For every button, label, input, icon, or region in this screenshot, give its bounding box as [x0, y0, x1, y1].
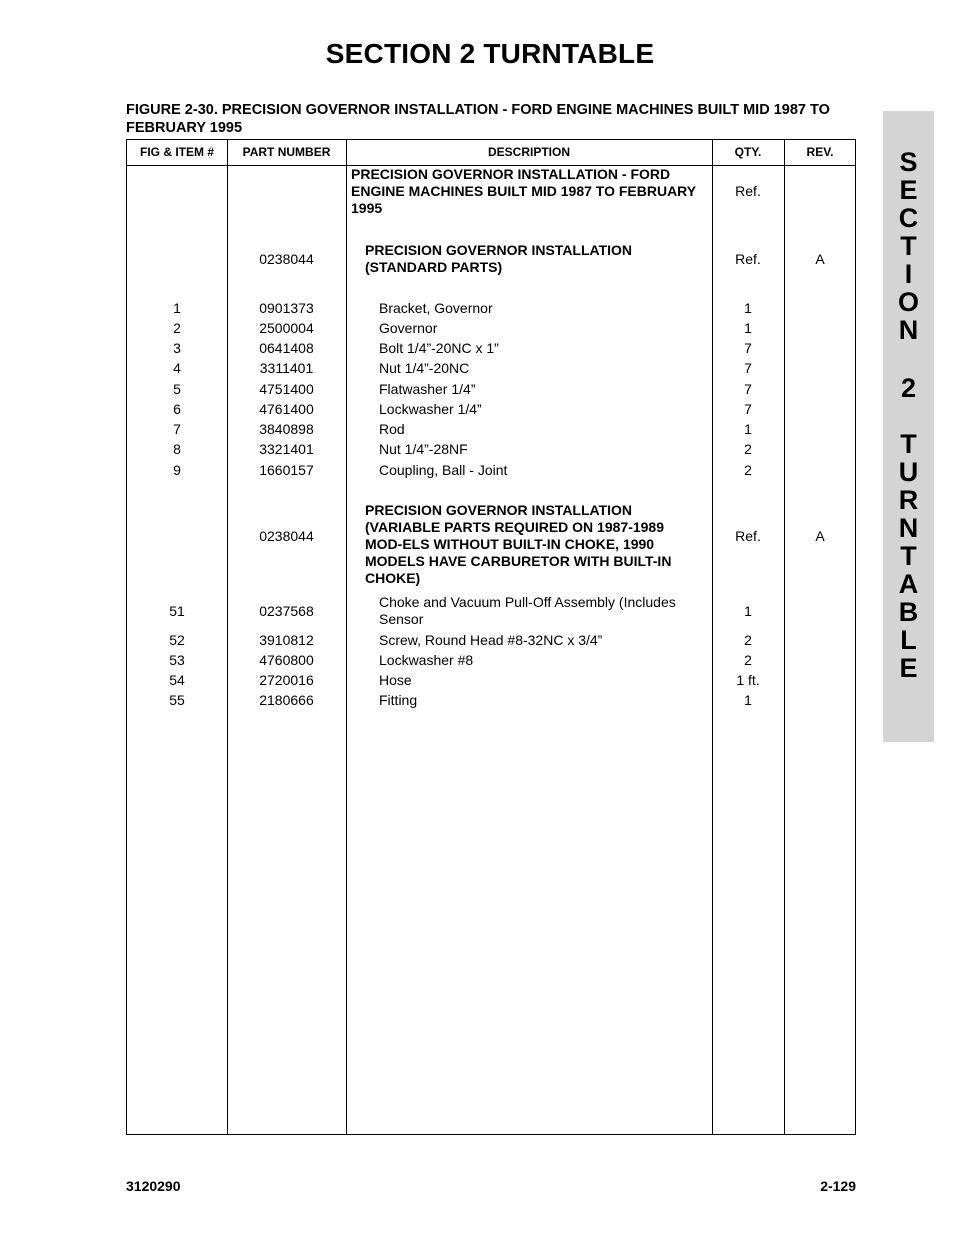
row-quantity: 7 — [744, 340, 752, 356]
row-part-number: 3311401 — [259, 360, 314, 376]
row-description: PRECISION GOVERNOR INSTALLATION - FORD ENGINE MACHINES BUILT MID 1987 TO FEBRUARY 1995 — [351, 166, 696, 216]
row-description: Lockwasher 1/4” — [379, 401, 482, 417]
side-tab-letter: T — [900, 541, 917, 571]
row-quantity: 1 — [744, 602, 752, 619]
header-description: DESCRIPTION — [487, 145, 570, 159]
row-description: Choke and Vacuum Pull-Off Assembly (Includes Sensor — [379, 594, 676, 627]
row-revision — [784, 672, 856, 689]
row-description: Nut 1/4”-20NC — [379, 360, 470, 376]
row-quantity: 2 — [744, 441, 752, 457]
footer-page-number: 2-129 — [820, 1178, 856, 1194]
side-tab-letter: T — [900, 429, 917, 459]
row-part-number: 2720016 — [259, 672, 314, 688]
row-item-number: 55 — [169, 692, 185, 708]
row-revision — [784, 300, 856, 317]
row-part-number: 1660157 — [259, 462, 314, 478]
side-tab-letter: I — [904, 259, 913, 289]
row-item-number: 9 — [173, 462, 181, 478]
row-item-number: 6 — [173, 401, 181, 417]
row-revision — [784, 632, 856, 649]
row-quantity: 1 ft. — [736, 672, 760, 688]
row-description: Fitting — [379, 692, 418, 708]
row-part-number: 3840898 — [259, 421, 314, 437]
row-part-number: 4751400 — [259, 381, 314, 397]
row-item-number — [127, 251, 227, 268]
row-quantity: 7 — [744, 401, 752, 417]
row-revision — [784, 401, 856, 418]
row-quantity: Ref. — [735, 527, 761, 544]
row-item-number: 2 — [173, 320, 181, 336]
row-item-number: 5 — [173, 381, 181, 397]
row-revision — [784, 381, 856, 398]
row-description: Rod — [379, 421, 405, 437]
row-description: Lockwasher #8 — [379, 652, 474, 668]
row-item-number: 53 — [169, 652, 185, 668]
side-tab-letter: T — [900, 231, 917, 261]
side-tab-letter: U — [898, 457, 919, 487]
row-item-number: 4 — [173, 360, 181, 376]
row-revision — [784, 652, 856, 669]
row-part-number: 0641408 — [259, 340, 314, 356]
row-quantity: 2 — [744, 462, 752, 478]
row-revision — [784, 320, 856, 337]
section-title: SECTION 2 TURNTABLE — [325, 38, 655, 69]
row-part-number: 0901373 — [259, 300, 314, 316]
row-quantity: 2 — [744, 632, 752, 648]
row-description: Screw, Round Head #8-32NC x 3/4” — [379, 632, 603, 648]
side-tab-letter: B — [898, 597, 919, 627]
row-revision — [784, 603, 856, 620]
section-side-tab — [883, 111, 934, 742]
row-description: Nut 1/4”-28NF — [379, 441, 468, 457]
row-quantity: Ref. — [735, 250, 761, 267]
row-revision — [784, 360, 856, 377]
row-part-number: 2500004 — [259, 320, 314, 336]
row-item-number: 1 — [173, 300, 181, 316]
header-qty: QTY. — [734, 145, 762, 159]
row-item-number: 52 — [169, 632, 185, 648]
row-description: Flatwasher 1/4” — [379, 381, 476, 397]
row-quantity: 1 — [744, 300, 752, 316]
row-revision — [784, 421, 856, 438]
row-description: Hose — [379, 672, 412, 688]
row-revision: A — [815, 527, 825, 544]
row-item-number: 8 — [173, 441, 181, 457]
row-revision — [784, 340, 856, 357]
row-quantity: 2 — [744, 652, 752, 668]
row-revision — [784, 183, 856, 200]
side-tab-letter: L — [900, 625, 917, 655]
side-tab-letter: 2 — [900, 373, 917, 403]
side-tab-letter: N — [898, 315, 919, 345]
side-tab-letter: A — [898, 569, 919, 599]
row-item-number: 51 — [169, 602, 185, 619]
parts-table — [126, 139, 856, 1135]
side-tab-letter: O — [897, 287, 919, 317]
row-quantity: 7 — [744, 381, 752, 397]
row-description: Coupling, Ball - Joint — [379, 462, 508, 478]
row-item-number — [127, 528, 227, 545]
row-revision: A — [815, 250, 825, 267]
row-part-number: 3321401 — [259, 441, 314, 457]
row-item-number: 7 — [173, 421, 181, 437]
row-revision — [784, 462, 856, 479]
row-item-number: 54 — [169, 672, 185, 688]
side-tab-letter: E — [899, 653, 918, 683]
row-description: PRECISION GOVERNOR INSTALLATION (STANDARD PARTS) — [365, 242, 633, 275]
row-part-number: 3910812 — [259, 632, 314, 648]
side-tab-letter: E — [899, 175, 918, 205]
row-revision — [784, 441, 856, 458]
side-tab-letter: N — [898, 513, 919, 543]
row-quantity: 7 — [744, 360, 752, 376]
row-quantity: 1 — [744, 320, 752, 336]
figure-title: FIGURE 2-30. PRECISION GOVERNOR INSTALLATION - FORD ENGINE MACHINES BUILT MID 1987 TO FEBRUARY 1995 — [126, 102, 830, 136]
header-fig-item: FIG & ITEM # — [139, 145, 214, 159]
row-quantity: 1 — [744, 421, 752, 437]
row-part-number: 0238044 — [259, 250, 314, 267]
row-description: PRECISION GOVERNOR INSTALLATION (VARIABLE PARTS REQUIRED ON 1987-1989 MOD-ELS WITHOUT BUILT-IN CHOKE, 1990 MODELS HAVE CARBURETOR WITH BUILT-IN CHOKE) — [365, 502, 672, 586]
footer-document-number: 3120290 — [126, 1178, 181, 1194]
row-part-number: 4761400 — [259, 401, 314, 417]
row-description: Bolt 1/4”-20NC x 1” — [379, 340, 499, 356]
row-item-number — [127, 183, 227, 200]
row-part-number: 4760800 — [259, 652, 314, 668]
side-tab-letter: R — [898, 485, 919, 515]
row-part-number: 2180666 — [259, 692, 314, 708]
side-tab-letter: S — [899, 147, 918, 177]
row-revision — [784, 692, 856, 709]
row-part-number: 0238044 — [259, 527, 314, 544]
row-part-number: 0237568 — [259, 602, 314, 619]
header-rev: REV. — [806, 145, 834, 159]
column-divider — [346, 140, 347, 1134]
row-quantity: 1 — [744, 692, 752, 708]
row-quantity: Ref. — [735, 183, 761, 199]
row-item-number: 3 — [173, 340, 181, 356]
row-description: Bracket, Governor — [379, 300, 493, 316]
side-tab-letter: C — [898, 203, 919, 233]
row-part-number — [227, 183, 346, 200]
header-part-number: PART NUMBER — [242, 145, 331, 159]
row-description: Governor — [379, 320, 438, 336]
